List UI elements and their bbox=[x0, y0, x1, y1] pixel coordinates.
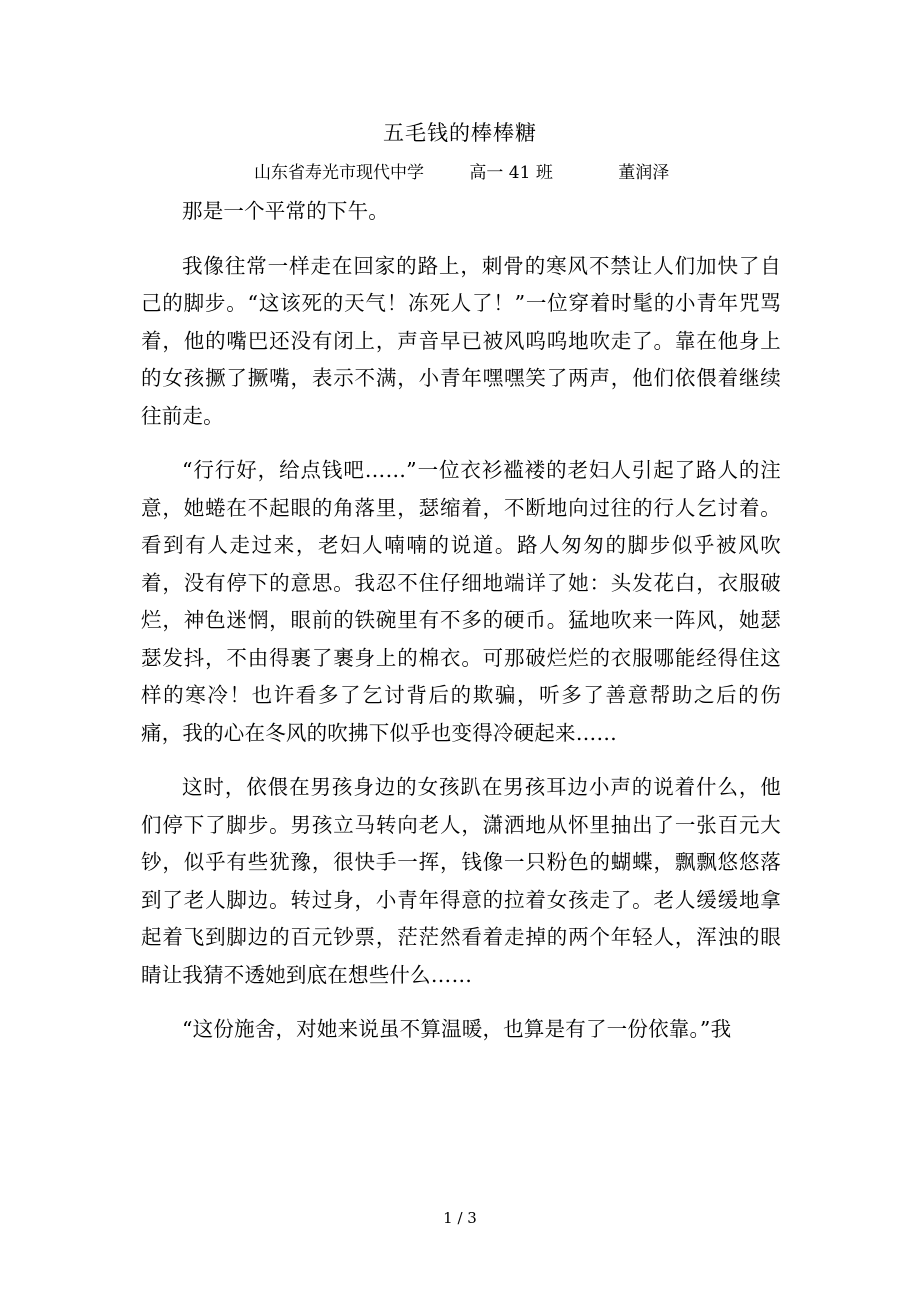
document-title: 五毛钱的棒棒糖 bbox=[383, 121, 537, 145]
paragraph: “这份施舍，对她来说虽不算温暖，也算是有了一份依靠。”我 bbox=[182, 1017, 732, 1041]
paragraph: 那是一个平常的下午。 bbox=[182, 199, 389, 223]
paragraph: “行行好，给点钱吧……”一位衣衫褴褛的老妇人引起了路人的注意，她蜷在不起眼的角落里，瑟缩着，不断地向过往的行人乞讨着。看到有人走过来，老妇人喃喃的说道。路人匆匆的脚步似乎被风吹着，没有停下的意思。我忍不住仔细地端详了她：头发花白，衣服破烂，神色迷惘，眼前的铁碗里有不多的硬币。猛地吹来一阵风，她瑟瑟发抖，不由得裹了裹身上的棉衣。可那破烂烂的衣服哪能经得住这样的寒冷！也许看多了乞讨背后的欺骗，听多了善意帮助之后的伤痛，我的心在冬风的吹拂下似乎也变得冷硬起来…… bbox=[141, 458, 781, 745]
author-name: 董润泽 bbox=[618, 163, 670, 183]
school-name: 山东省寿光市现代中学 bbox=[254, 163, 424, 183]
document-body bbox=[141, 193, 781, 1066]
author-byline bbox=[254, 160, 669, 186]
paragraph: 这时，依偎在男孩身边的女孩趴在男孩耳边小声的说着什么，他们停下了脚步。男孩立马转向老人，潇洒地从怀里抽出了一张百元大钞，似乎有些犹豫，很快手一挥，钱像一只粉色的蝴蝶，飘飘悠悠落到了老人脚边。转过身，小青年得意的拉着女孩走了。老人缓缓地拿起着飞到脚边的百元钞票，茫茫然看着走掉的两个年轻人，浑浊的眼睛让我猜不透她到底在想些什么…… bbox=[141, 775, 781, 987]
paragraph: 我像往常一样走在回家的路上，刺骨的寒风不禁让人们加快了自己的脚步。“这该死的天气！冻死人了！”一位穿着时髦的小青年咒骂着，他的嘴巴还没有闭上，声音早已被风呜呜地吹走了。靠在他身上的女孩撅了撅嘴，表示不满，小青年嘿嘿笑了两声，他们依偎着继续往前走。 bbox=[141, 253, 781, 428]
page-number: 1 / 3 bbox=[443, 1209, 477, 1227]
class-name: 高一 41 班 bbox=[469, 163, 553, 183]
